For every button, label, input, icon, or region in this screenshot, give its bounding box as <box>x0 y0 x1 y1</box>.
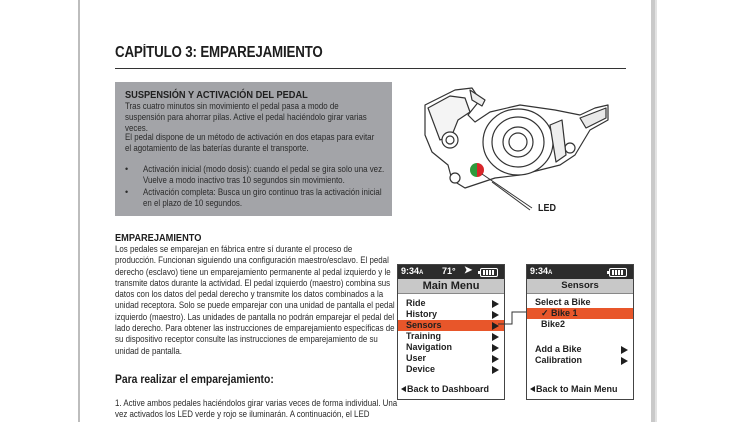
bike-1-option[interactable]: ✓ Bike 1 <box>527 308 633 319</box>
chapter-title: CAPÍTULO 3: EMPAREJAMIENTO <box>115 44 323 61</box>
status-bar <box>527 265 633 279</box>
menu-item-navigation[interactable]: Navigation <box>406 342 499 353</box>
bullet-item: Activación completa: Busca un giro continuo tras la activación inicial en el plazo de 10 segundos. <box>143 187 382 208</box>
clock: 9:34A <box>401 266 424 276</box>
clock: 9:34A <box>530 266 553 276</box>
chevron-right-icon <box>492 355 499 363</box>
chevron-right-icon <box>492 333 499 341</box>
temperature: 71° <box>442 266 456 276</box>
battery-icon <box>480 268 498 277</box>
main-menu-list <box>406 298 499 375</box>
back-to-main-menu-button[interactable]: Back to Main Menu <box>530 384 618 394</box>
menu-item-ride[interactable]: Ride <box>406 298 499 309</box>
suspension-info-box <box>115 82 392 216</box>
pairing-section-title: EMPAREJAMIENTO <box>115 232 202 244</box>
bullet-icon: • <box>125 164 129 174</box>
procedure-title: Para realizar el emparejamiento: <box>115 374 274 386</box>
chevron-right-icon <box>621 357 628 365</box>
procedure-step-1: 1. Active ambos pedales haciéndolos girar varias veces de forma individual. Una vez activados los LED verde y rojo se iluminarán. A continuación, el LED <box>115 398 398 420</box>
pairing-section-body: Los pedales se emparejan en fábrica entre sí durante el proceso de producción. Funcionan siguiendo una configuración maestro/esclavo. El pedal derecho (esclavo) tiene un emparejamiento permanente al pedal izquierdo y le transmite datos durante la actividad. El pedal izquierdo (maestro) combina sus datos con los datos del pedal derecho y transmite los datos combinados a la unidad receptora. Solo se puede emparejar con una unidad de pantalla el pedal izquierdo (maestro). Las unidades de pantalla no podrán emparejar el pedal del lado derecho. Para obtener las instrucciones de emparejamiento específicas de su dispositivo receptor consulte las instrucciones de emparejamiento de su unidad de pantalla. <box>115 244 395 356</box>
suspension-box-title: SUSPENSIÓN Y ACTIVACIÓN DEL PEDAL <box>125 89 308 101</box>
back-to-dashboard-button[interactable]: Back to Dashboard <box>401 384 489 394</box>
select-bike-label: Select a Bike <box>535 297 591 307</box>
suspension-paragraph-2: El pedal dispone de un método de activación en dos etapas para evitar el agotamiento de las baterías durante el transporte. <box>125 132 375 153</box>
back-arrow-icon <box>401 386 406 392</box>
device-screen-sensors <box>526 264 634 400</box>
bullet-icon: • <box>125 187 129 197</box>
status-bar <box>398 265 504 279</box>
screen-header: Sensors <box>527 279 633 294</box>
spacer <box>535 330 628 344</box>
chevron-right-icon <box>492 344 499 352</box>
navigation-arrow-icon: ➤ <box>464 265 473 276</box>
screen-header: Main Menu <box>398 279 504 294</box>
battery-icon <box>609 268 627 277</box>
suspension-paragraph-1: Tras cuatro minutos sin movimiento el pedal pasa a modo de suspensión para ahorrar pilas. Active el pedal haciéndolo girar varias veces. <box>125 101 367 133</box>
calibration-item[interactable]: Calibration <box>535 355 628 366</box>
menu-item-sensors[interactable]: Sensors <box>398 320 504 331</box>
bullet-item: Activación inicial (modo dosis): cuando el pedal se gira solo una vez. Vuelve a modo inactivo tras 10 segundos sin movimiento. <box>143 164 385 185</box>
menu-item-training[interactable]: Training <box>406 331 499 342</box>
menu-item-history[interactable]: History <box>406 309 499 320</box>
led-label: LED <box>538 203 556 214</box>
back-arrow-icon <box>530 386 535 392</box>
chevron-right-icon <box>621 346 628 354</box>
sensors-menu-list <box>535 297 628 366</box>
pedal-illustration <box>410 60 610 220</box>
menu-item-device[interactable]: Device <box>406 364 499 375</box>
bike-2-option[interactable]: Bike2 <box>541 319 566 329</box>
chevron-right-icon <box>492 366 499 374</box>
menu-item-user[interactable]: User <box>406 353 499 364</box>
device-screen-main-menu <box>397 264 505 400</box>
add-bike-item[interactable]: Add a Bike <box>535 344 628 355</box>
